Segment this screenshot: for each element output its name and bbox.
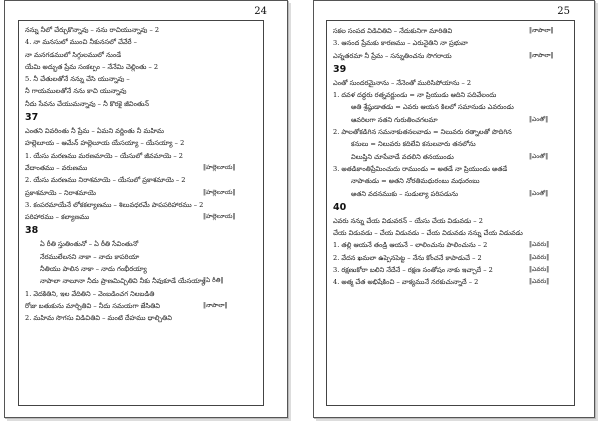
lyric-line [333,89,570,101]
refrain-tag: ‖ నాపాలా ‖ [203,300,228,312]
lyric-text: చేయ విడువడు – చేయ విడువడు – చేయ విడువడు నన్ను చేయ విడువడు [333,229,523,238]
left-page-text-frame [18,20,264,406]
lyric-line [333,126,570,138]
lyric-text: 3. రక్షణుకోరా బలిని నేదేనే – రక్షణ సంతోషం నాకు ఇచ్చాదే – 2 [333,266,493,275]
lyric-text: ఆవరిలగా నతని గురుతించగలమా [351,115,438,124]
lyric-text: యేమి అద్భుత ప్రేమ సంకల్పం – నేనేమి చెల్లింతు – 2 [25,62,159,71]
refrain-tag: ‖ ఏ రీతి ‖ [203,275,223,287]
lyric-line [333,151,570,163]
lyric-line [25,137,259,149]
lyric-text: ఎన్నతరమా నీ ప్రేమ – సన్నుతించను సొగరాయ [333,51,452,60]
lyric-text: నాపాతుడు = అతని నోరతిమధురంబు మధురంబు [351,177,480,186]
lyric-line [25,162,259,174]
right-page-number: 25 [557,6,570,17]
lyric-text: 3. కంపరమాయేనే లోకకల్యాణము – శిలువధరమే పాపపరిహారము – 2 [25,200,204,209]
lyric-text: నేరములేలనని నాకా – నాదు కాపరియా [40,252,140,261]
song-number-heading: 39 [333,63,347,75]
lyric-text: ఎంతో సుందరమైనాను – నేనెంతో మురిసిపోయాను – 2 [333,78,472,87]
lyric-line [333,188,570,200]
refrain-tag: ‖ నాపాలా ‖ [529,25,554,37]
lyric-line [25,73,259,85]
lyric-text: 1. దవళ దద్ధరు రత్నవర్ణుండు = నా ప్రియుడు ఆదిని పదివేలందు [333,91,497,100]
lyric-line [333,138,570,150]
lyric-text: 1. వెదకితిని, ఇల వేదితిని – వెంబడించగ నిలబడితి [25,289,155,298]
lyric-text: 2. యేసు మరణము నిరాశమాయె – యేసులో ప్రకాశమాయె – 2 [25,176,186,185]
lyric-text: సకల సంపద విడిచితివి – నేదుకునిగా మారితివి [333,27,453,35]
refrain-tag: ‖ ఎంతో ‖ [529,188,548,200]
lyric-line [333,227,570,239]
lyric-line [333,252,570,264]
lyric-line [333,239,570,251]
lyric-text: అతని వదనముకు – సుడుల్యా పరిపడును [351,189,459,198]
lyric-line [333,37,570,49]
lyric-text: కనులు = నిలువరు కదిలేవి కనులవారు తనలోను [351,140,476,149]
lyric-text: హల్లెలూయ – ఆమేన్ హల్లెలూయ యేసయ్యా – యేసయ్యా – 2 [25,139,185,148]
refrain-tag: ‖ ఎంతో ‖ [529,151,548,163]
lyric-text: అతి శ్రేష్ఠుడాతడు = ఎవరు ఆయన కిలలో సమానుడు ఎవరుండు [351,103,514,112]
lyric-text: ఏ రీతి స్తుతింతునో – ఏ రీతి సేవింతునో [40,240,139,249]
lyric-line [333,25,570,37]
lyric-line [25,300,259,312]
lyric-line [333,175,570,187]
lyric-text: నీతియు పాలిన నాకా – నాదు గంభీరయ్యా [40,265,147,274]
lyric-line [25,98,259,110]
left-page-lines [25,24,259,325]
lyric-text: నన్ను నీలో చేర్చుకొన్నావు – నను రాచియున్నావు – 2 [25,26,160,34]
lyric-line [25,125,259,137]
left-page [4,0,288,418]
lyric-line [333,77,570,89]
lyric-line [25,150,259,162]
lyric-text: నా మనగడములో సిగ్గులములో నుండే [25,50,122,59]
lyric-text: 2. మహిమ సొగసు విడిచితివి – మంటి దేహము ధాల్చితివి [25,314,172,323]
song-number-heading: 37 [25,112,39,124]
lyric-text: 1. తల్లి ఆయనే తండ్రి ఆయనే – లాలించును పాలించును – 2 [333,241,488,250]
lyric-text: 3. అతడికాంతిప్రేమించుదు రాముండు = అతడే నా ప్రియుండు అతడే [333,164,508,173]
lyric-line [333,101,570,113]
lyric-line [25,263,259,275]
lyric-line [25,49,259,61]
refrain-tag: ‖ ఎవరు ‖ [529,264,549,276]
lyric-line [25,36,259,48]
right-page [313,0,595,418]
lyric-text: పరిహారము – కల్యాణము [25,213,90,222]
right-page-lines [333,25,570,289]
lyric-text: ప్రకాశమాయె – నిరాశమాయె [25,188,96,197]
right-page-text-frame [326,20,575,406]
lyric-line [25,85,259,97]
lyric-line [25,251,259,263]
lyric-line [25,24,259,36]
lyric-line [25,211,259,223]
lyric-line [25,174,259,186]
lyric-line [25,312,259,324]
lyric-line [25,61,259,73]
refrain-tag: ‖ హల్లెలూయ ‖ [203,187,235,199]
lyric-text: రోజు బతుకును మార్చితివి – నీదు సమయగా జేసితివి [25,301,160,310]
refrain-tag: ‖ ఎవరు ‖ [529,252,549,264]
left-page-number: 24 [254,6,267,17]
lyric-text: నీ గాయములతోనే నను కాచి యున్నావు [25,87,127,96]
refrain-tag: ‖ ఎంతో ‖ [529,114,548,126]
refrain-tag: ‖ నాపాలా ‖ [529,50,554,62]
refrain-tag: ‖ హల్లెలూయ ‖ [203,211,235,223]
lyric-text: 5. నీ చేతులతోనే నన్ను చేసి యున్నావు – [25,75,130,84]
lyric-line [333,264,570,276]
lyric-line [333,50,570,62]
lyric-text: 4. అత్మ చేత అభిషేకించి – వాక్యమునే నరకుచున్నాదే – 2 [333,278,479,287]
lyric-line [25,238,259,250]
lyric-text: ఎవరు నన్ను చేయ విడువరన్ – యేసు చేయ విడువడు – 2 [333,216,483,225]
refrain-tag: ‖ హల్లెలూయ ‖ [203,162,235,174]
lyric-text: నాపాలా నాలూనా నీదు ప్రాణమిచ్చితివి నీకు నీవుకూడే యేసయ్యా [40,277,205,286]
lyric-text: 2. వేదన ఖమలా ఉప్పెనపెట్ట – నేను కోంచనే కాపాడుచే – 2 [333,253,482,262]
lyric-text: నీదు సేవను చేయుమన్నావు – నీ కొరకై జీవింతున్ [25,99,149,108]
lyric-line [25,288,259,300]
song-number-heading: 40 [333,201,347,213]
lyric-text: 2. పాలతోకడిగిన సమనాకుతనలవాడు = నిలువరు రత్నాలతో పొదిగిన [333,128,512,137]
lyric-line [333,163,570,175]
lyric-line [25,199,259,211]
lyric-line [25,187,259,199]
lyric-text: 3. ఆనంద ప్రేమకు కారణము – ఎరునైతిని నా ప్రభువా [333,39,468,48]
song-number-heading: 38 [25,225,39,237]
refrain-tag: ‖ ఎవరు ‖ [529,276,549,288]
lyric-text: ఎంతని వివరింతు నీ ప్రేమ – ఏమని వర్ణింతు నీ మహిమ [25,127,165,136]
lyric-text: 1. యేసు మరణము మరణమాయె – యేసులో జీవమాయె – 2 [25,151,183,160]
refrain-tag: ‖ ఎవరు ‖ [529,239,549,251]
lyric-text: 4. నా మనసులో ముంచి నీకునసలో చేవేరే – [25,38,137,47]
lyric-text: వేదాంతము – వరుణము [25,163,88,172]
lyric-line [333,215,570,227]
lyric-text: విలుప్తిని చూపేవాడే వదలిని తనయుండు [351,152,454,161]
lyric-line [333,276,570,288]
lyric-line [25,275,259,287]
lyric-line [333,114,570,126]
